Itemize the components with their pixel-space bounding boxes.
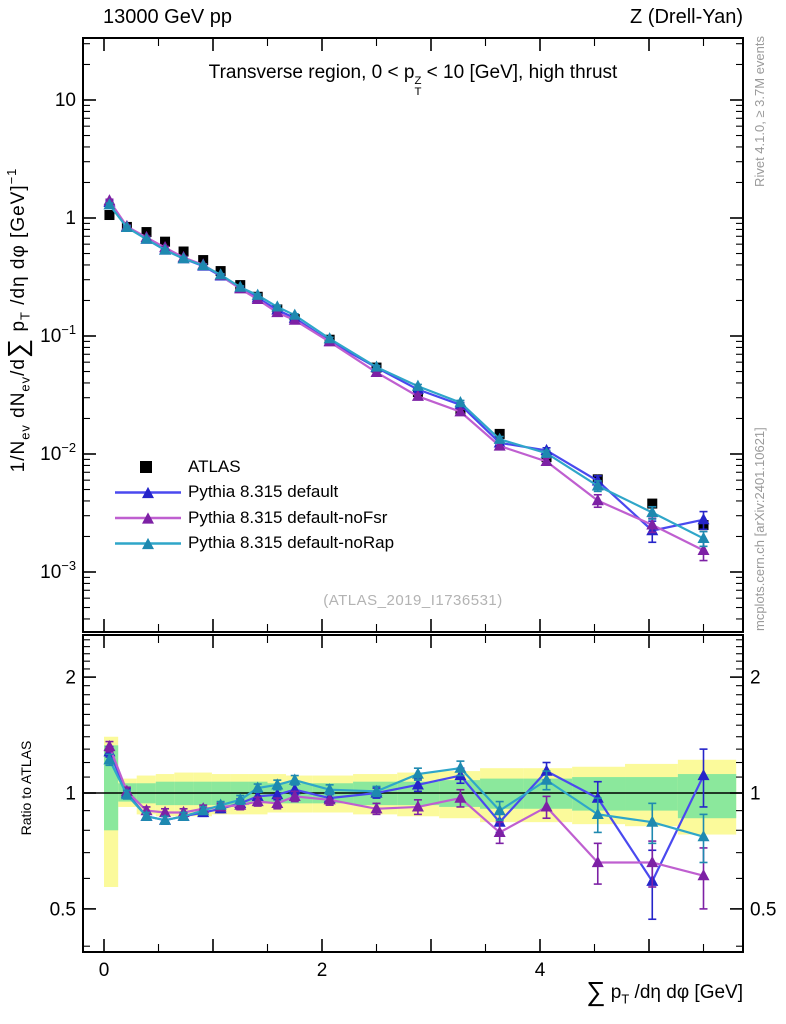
green-band-bin [625,777,678,811]
x-tick-label: 2 [316,960,328,981]
ratio-tick-label-left: 1 [65,783,76,805]
y-tick-label-main: $10^{-3}$ [40,558,76,583]
legend-label-pythia-default: Pythia 8.315 default [188,482,339,501]
pythia-default-nofsr-main-series [103,194,709,560]
legend-marker-atlas [140,461,152,473]
plot-title: Transverse region, 0 < p Z T < 10 [GeV], high thrust [208,62,618,98]
legend [115,461,181,549]
header-process: Z (Drell-Yan) [630,6,743,28]
x-tick-label: 0 [98,960,110,981]
mcplots-note: mcplots.cern.ch [arXiv:2401.10621] [752,427,767,631]
pythia-default-nofsr-ratio-series [103,740,709,909]
ratio-tick-label-right: 1 [750,783,761,805]
p-t-z-stack: Z T [414,74,422,98]
y-axis-label-ratio: Ratio to ATLAS [18,740,34,836]
rivet-version-note: Rivet 4.1.0, ≥ 3.7M events [752,36,767,187]
x-tick-label: 4 [534,960,546,981]
y-tick-label-main: 10 [54,90,76,111]
legend-label-pythia-nofsr: Pythia 8.315 default-noFsr [188,508,388,527]
ratio-tick-label-left: 0.5 [49,899,76,921]
ratio-tick-label-left: 2 [65,667,76,689]
main-panel-frame [83,38,743,632]
header-beam-energy: 13000 GeV pp [103,6,232,28]
y-axis-label-main: $1/N_{ev}$ $dN_{ev}/d\sum$ $p_T$ /dη dφ [GeV]$^{-1}$ [2,167,33,473]
ratio-tick-label-right: 2 [750,667,761,689]
legend-label-atlas: ATLAS [188,457,241,476]
atlas-marker [104,210,114,220]
y-tick-label-main: 1 [65,208,76,229]
analysis-watermark: (ATLAS_2019_I1736531) [323,592,503,609]
legend-label-pythia-norap: Pythia 8.315 default-noRap [188,533,395,552]
y-tick-label-main: $10^{-2}$ [40,440,76,465]
x-axis-label: ∑ $p_T$ /dη dφ [GeV] [586,976,743,1007]
ratio-tick-label-right: 0.5 [750,899,777,921]
y-tick-label-main: $10^{-1}$ [40,322,76,347]
